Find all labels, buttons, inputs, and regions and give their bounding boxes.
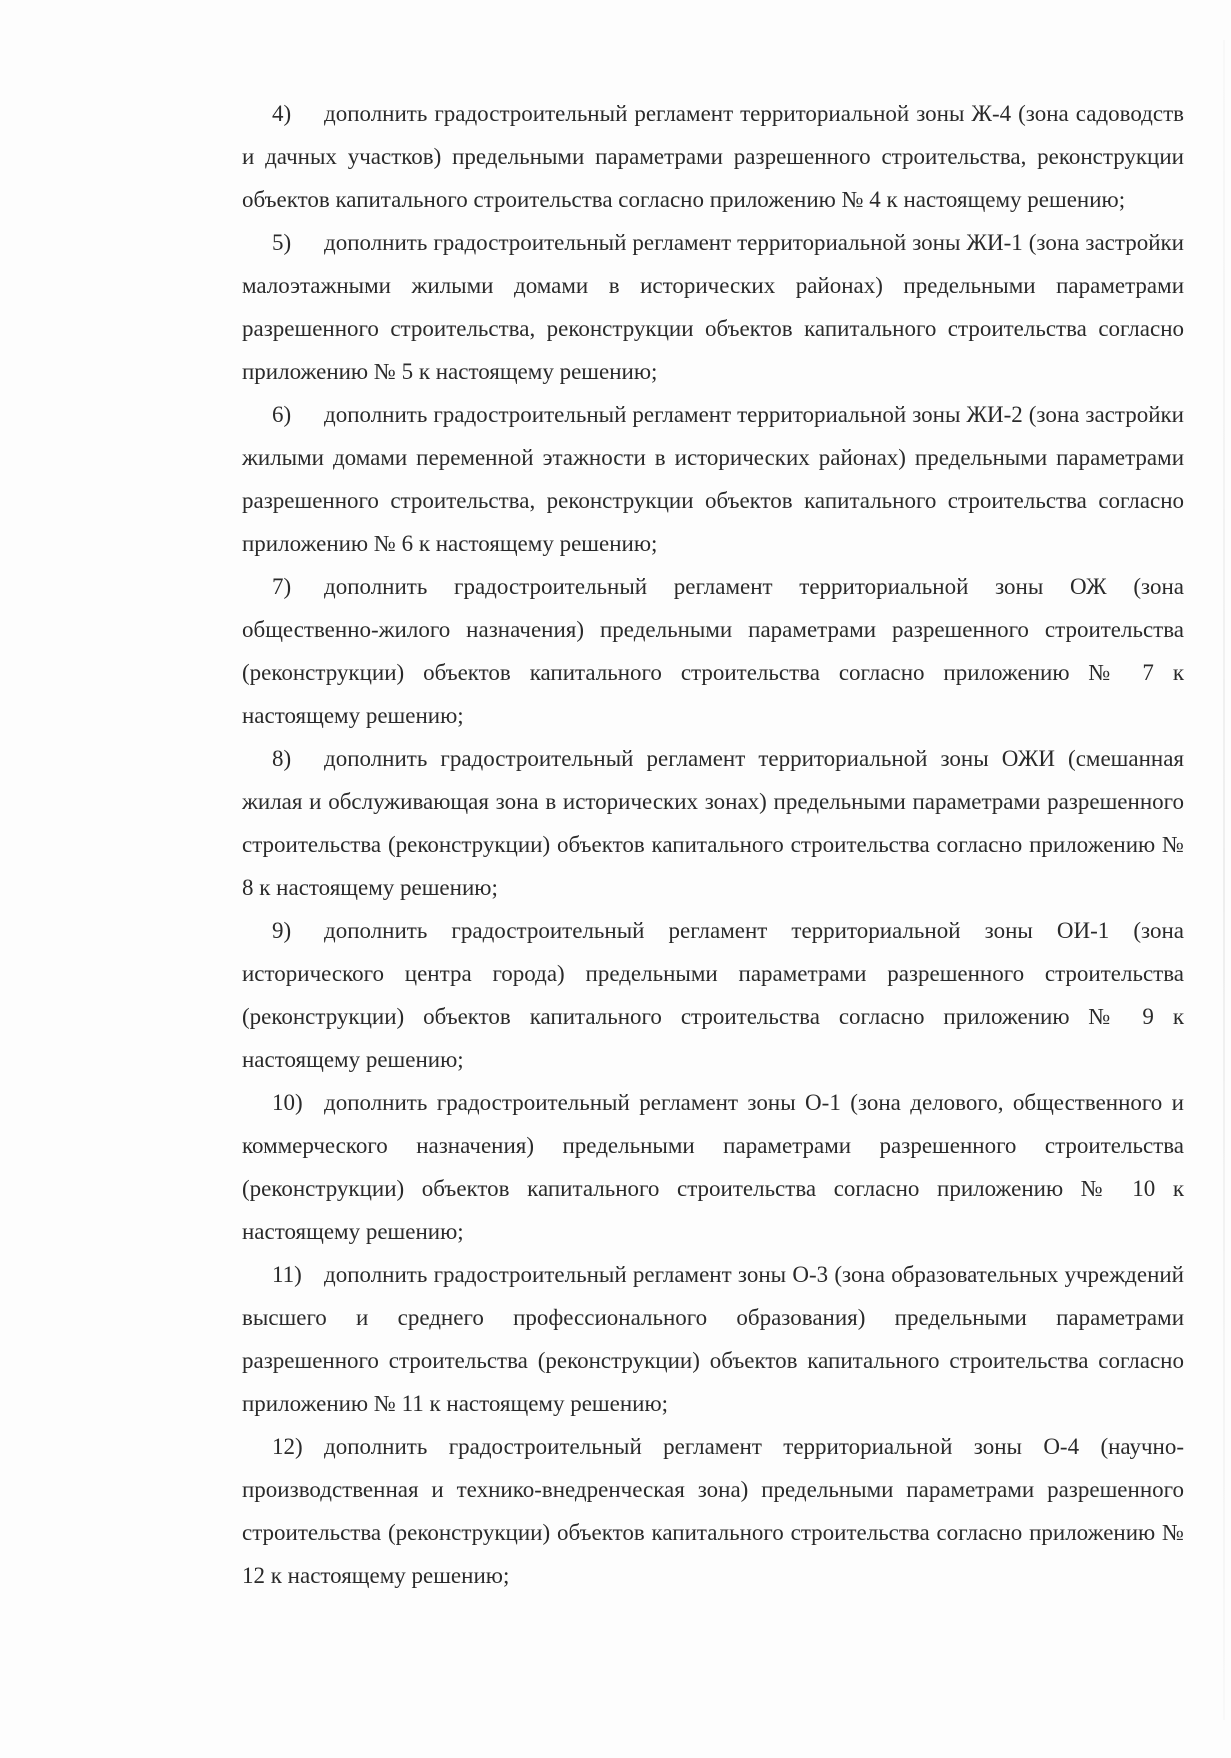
list-item-9 [242,909,1184,1081]
list-item-5 [242,221,1184,393]
list-item-6 [242,393,1184,565]
list-item-10 [242,1081,1184,1253]
list-item-text: дополнить градостроительный регламент территориальной зоны Ж-4 (зона садоводств и дачных участков) предельными параметрами разрешенного строительства, реконструкции объектов капитального строительства согласно приложению № 4 к настоящему решению; [242,101,1184,212]
list-item-text: дополнить градостроительный регламент зоны О-1 (зона делового, общественного и коммерческого назначения) предельными параметрами разрешенного строительства (реконструкции) объектов капитального строительства согласно приложению № 10 к настоящему решению; [242,1090,1184,1244]
list-item-number: 5) [272,230,292,255]
list-item-text: дополнить градостроительный регламент территориальной зоны О-4 (научно-производственная и технико-внедренческая зона) предельными параметрами разрешенного строительства (реконструкции) объектов капитального строительства согласно приложению № 12 к настоящему решению; [242,1434,1184,1588]
scan-edge-shadow [1223,40,1225,1720]
list-item-11 [242,1253,1184,1425]
document-body [242,92,1184,1597]
list-item-number: 8) [272,746,292,771]
list-item-7 [242,565,1184,737]
list-item-number: 11) [272,1262,302,1287]
list-item-text: дополнить градостроительный регламент территориальной зоны ОЖ (зона общественно-жилого назначения) предельными параметрами разрешенного строительства (реконструкции) объектов капитального строительства согласно приложению № 7 к настоящему решению; [242,574,1184,728]
list-item-number: 12) [272,1434,303,1459]
list-item-text: дополнить градостроительный регламент территориальной зоны ОЖИ (смешанная жилая и обслуживающая зона в исторических зонах) предельными параметрами разрешенного строительства (реконструкции) объектов капитального строительства согласно приложению № 8 к настоящему решению; [242,746,1184,900]
list-item-text: дополнить градостроительный регламент территориальной зоны ЖИ-1 (зона застройки малоэтажными жилыми домами в исторических районах) предельными параметрами разрешенного строительства, реконструкции объектов капитального строительства согласно приложению № 5 к настоящему решению; [242,230,1184,384]
list-item-text: дополнить градостроительный регламент территориальной зоны ЖИ-2 (зона застройки жилыми домами переменной этажности в исторических районах) предельными параметрами разрешенного строительства, реконструкции объектов капитального строительства согласно приложению № 6 к настоящему решению; [242,402,1184,556]
list-item-number: 9) [272,918,292,943]
list-item-4 [242,92,1184,221]
list-item-8 [242,737,1184,909]
list-item-12 [242,1425,1184,1597]
list-item-number: 6) [272,402,292,427]
list-item-number: 4) [272,101,292,126]
list-item-number: 7) [272,574,292,599]
list-item-number: 10) [272,1090,303,1115]
list-item-text: дополнить градостроительный регламент территориальной зоны ОИ-1 (зона исторического центра города) предельными параметрами разрешенного строительства (реконструкции) объектов капитального строительства согласно приложению № 9 к настоящему решению; [242,918,1184,1072]
list-item-text: дополнить градостроительный регламент зоны О-3 (зона образовательных учреждений высшего и среднего профессионального образования) предельными параметрами разрешенного строительства (реконструкции) объектов капитального строительства согласно приложению № 11 к настоящему решению; [242,1262,1184,1416]
